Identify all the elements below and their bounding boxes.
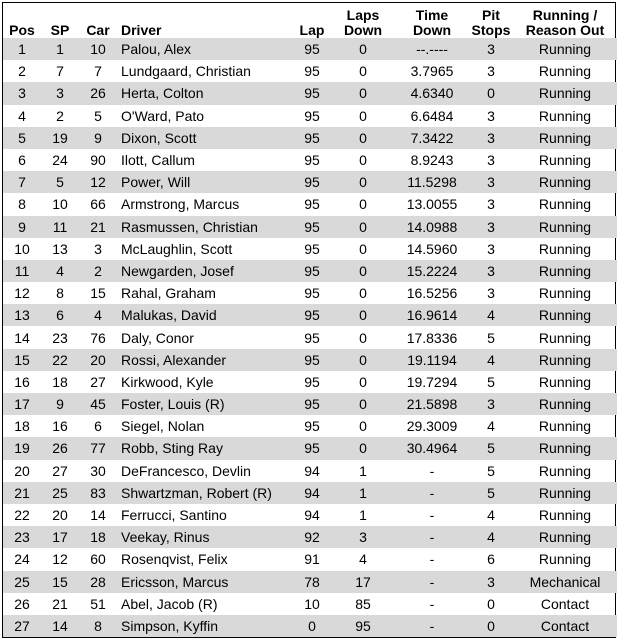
cell-driver: Simpson, Kyffin	[117, 615, 293, 637]
cell-time-down: -	[395, 615, 469, 637]
cell-sp: 4	[41, 260, 79, 282]
cell-time-down: 21.5898	[395, 393, 469, 415]
cell-sp: 10	[52, 196, 68, 213]
table-row	[3, 571, 617, 593]
cell-car: 10	[79, 38, 117, 60]
cell-sp: 3	[41, 82, 79, 104]
cell-pit-stops: 4	[469, 526, 513, 548]
cell-car: 76	[90, 329, 106, 346]
cell-sp: 25	[41, 482, 79, 504]
cell-pos: 10	[14, 240, 30, 257]
table-row	[3, 238, 617, 260]
cell-lap: 95	[293, 304, 331, 326]
cell-lap: 94	[304, 462, 320, 479]
cell-car: 7	[94, 63, 102, 80]
cell-pit-stops: 3	[469, 571, 513, 593]
cell-laps-down: 0	[331, 304, 395, 326]
cell-pos: 7	[3, 171, 41, 193]
cell-lap: 92	[293, 526, 331, 548]
cell-driver: Rosenqvist, Felix	[121, 551, 228, 568]
cell-car: 51	[90, 595, 106, 612]
cell-pos: 16	[14, 373, 30, 390]
cell-laps-down: 1	[331, 482, 395, 504]
cell-pit-stops: 4	[469, 349, 513, 371]
cell-laps-down: 0	[331, 393, 395, 415]
table-row	[3, 304, 617, 326]
table-row	[3, 149, 617, 171]
cell-pit-stops: 4	[469, 304, 513, 326]
cell-pit-stops: 5	[487, 329, 495, 346]
cell-car: 77	[79, 437, 117, 459]
cell-pit-stops: 0	[487, 595, 495, 612]
cell-car: 9	[79, 127, 117, 149]
cell-pos: 5	[3, 127, 41, 149]
cell-pos: 8	[18, 196, 26, 213]
table-row	[3, 371, 617, 393]
cell-sp: 23	[52, 329, 68, 346]
cell-sp: 13	[52, 240, 68, 257]
table-row	[3, 282, 617, 304]
cell-sp: 24	[52, 152, 68, 169]
cell-lap: 78	[293, 571, 331, 593]
cell-driver: McLaughlin, Scott	[121, 240, 233, 257]
cell-sp: 2	[56, 107, 64, 124]
cell-status: Running	[513, 526, 617, 548]
cell-time-down: -	[429, 462, 435, 479]
cell-laps-down: 0	[359, 152, 367, 169]
header-pit-stops: Pit Stops	[471, 7, 511, 38]
header-car: Car	[86, 22, 110, 38]
cell-sp: 1	[41, 38, 79, 60]
cell-driver: Kirkwood, Kyle	[121, 373, 214, 390]
cell-laps-down: 3	[331, 526, 395, 548]
cell-sp: 16	[52, 418, 68, 435]
cell-time-down: 13.0055	[406, 196, 458, 213]
table-row	[3, 171, 617, 193]
cell-pos: 3	[3, 82, 41, 104]
cell-car: 15	[90, 285, 106, 302]
cell-sp: 19	[41, 127, 79, 149]
cell-time-down: 17.8336	[406, 329, 458, 346]
cell-laps-down: 0	[359, 240, 367, 257]
cell-car: 5	[94, 107, 102, 124]
table-row	[3, 393, 617, 415]
cell-lap: 95	[304, 63, 320, 80]
cell-status: Contact	[513, 615, 617, 637]
cell-sp: 7	[56, 63, 64, 80]
cell-driver: O'Ward, Pato	[121, 107, 205, 124]
cell-laps-down: 0	[331, 437, 395, 459]
table-row	[3, 349, 617, 371]
cell-status: Mechanical	[513, 571, 617, 593]
cell-sp: 26	[41, 437, 79, 459]
header-lap: Lap	[299, 22, 325, 38]
cell-status: Running	[538, 462, 592, 479]
cell-status: Running	[538, 152, 592, 169]
cell-sp: 17	[41, 526, 79, 548]
cell-time-down: 16.5256	[406, 285, 458, 302]
cell-time-down: 15.2224	[395, 260, 469, 282]
cell-pit-stops: 6	[487, 551, 495, 568]
cell-pos: 24	[14, 551, 30, 568]
cell-car: 60	[90, 551, 106, 568]
cell-status: Running	[513, 171, 617, 193]
cell-pit-stops: 0	[469, 615, 513, 637]
cell-driver: Veekay, Rinus	[117, 526, 293, 548]
cell-pos: 23	[3, 526, 41, 548]
cell-time-down: 8.9243	[410, 152, 454, 169]
cell-driver: Lundgaard, Christian	[121, 63, 251, 80]
cell-pos: 6	[18, 152, 26, 169]
cell-laps-down: 0	[359, 418, 367, 435]
cell-pos: 25	[3, 571, 41, 593]
results-body	[3, 38, 617, 637]
cell-lap: 95	[293, 216, 331, 238]
cell-driver: Shwartzman, Robert (R)	[117, 482, 293, 504]
table-row	[3, 193, 617, 215]
cell-pos: 9	[3, 216, 41, 238]
cell-status: Running	[538, 373, 592, 390]
cell-driver: Power, Will	[117, 171, 293, 193]
cell-status: Running	[538, 418, 592, 435]
cell-sp: 12	[52, 551, 68, 568]
cell-pos: 2	[18, 63, 26, 80]
table-row	[3, 415, 617, 437]
cell-pit-stops: 3	[487, 107, 495, 124]
cell-laps-down: 0	[331, 260, 395, 282]
cell-car: 4	[79, 304, 117, 326]
cell-pos: 17	[3, 393, 41, 415]
cell-lap: 95	[304, 107, 320, 124]
cell-pos: 21	[3, 482, 41, 504]
cell-laps-down: 0	[359, 329, 367, 346]
cell-sp: 22	[41, 349, 79, 371]
cell-pit-stops: 3	[469, 260, 513, 282]
cell-pit-stops: 3	[487, 285, 495, 302]
header-laps-down: Laps Down	[343, 7, 383, 38]
cell-pos: 26	[14, 595, 30, 612]
table-row	[3, 216, 617, 238]
cell-lap: 95	[304, 418, 320, 435]
cell-car: 28	[79, 571, 117, 593]
cell-car: 20	[79, 349, 117, 371]
cell-sp: 15	[41, 571, 79, 593]
cell-lap: 95	[293, 437, 331, 459]
cell-status: Running	[538, 63, 592, 80]
cell-time-down: 7.3422	[395, 127, 469, 149]
cell-status: Running	[513, 127, 617, 149]
cell-status: Running	[538, 285, 592, 302]
cell-laps-down: 1	[359, 462, 367, 479]
header-sp: SP	[50, 22, 70, 38]
cell-sp: 21	[52, 595, 68, 612]
header-status: Running / Reason Out	[525, 7, 605, 38]
cell-driver: Rahal, Graham	[121, 285, 216, 302]
cell-time-down: 3.7965	[410, 63, 454, 80]
cell-sp: 14	[41, 615, 79, 637]
cell-status: Running	[538, 507, 592, 524]
cell-time-down: 14.5960	[406, 240, 458, 257]
cell-pit-stops: 3	[487, 63, 495, 80]
cell-pit-stops: 0	[469, 82, 513, 104]
table-row	[3, 482, 617, 504]
cell-pos: 18	[14, 418, 30, 435]
table-row	[3, 60, 617, 82]
cell-status: Running	[538, 107, 592, 124]
cell-driver: Rossi, Alexander	[117, 349, 293, 371]
cell-driver: Rasmussen, Christian	[117, 216, 293, 238]
cell-time-down: -	[395, 526, 469, 548]
cell-laps-down: 0	[359, 196, 367, 213]
cell-lap: 0	[293, 615, 331, 637]
cell-laps-down: 0	[359, 107, 367, 124]
cell-pos: 13	[3, 304, 41, 326]
cell-time-down: -	[395, 482, 469, 504]
cell-lap: 95	[293, 349, 331, 371]
cell-laps-down: 95	[331, 615, 395, 637]
cell-pos: 4	[18, 107, 26, 124]
cell-time-down: 11.5298	[395, 171, 469, 193]
table-row	[3, 82, 617, 104]
cell-car: 45	[79, 393, 117, 415]
table-row	[3, 504, 617, 526]
table-row	[3, 548, 617, 570]
cell-driver: Daly, Conor	[121, 329, 194, 346]
cell-status: Running	[538, 329, 592, 346]
cell-lap: 95	[293, 260, 331, 282]
cell-pit-stops: 5	[487, 373, 495, 390]
cell-status: Running	[513, 437, 617, 459]
cell-laps-down: 0	[331, 82, 395, 104]
cell-pos: 20	[14, 462, 30, 479]
cell-driver: Abel, Jacob (R)	[121, 595, 218, 612]
cell-lap: 91	[304, 551, 320, 568]
cell-lap: 10	[304, 595, 320, 612]
cell-car: 27	[90, 373, 106, 390]
cell-time-down: -	[429, 595, 435, 612]
table-row	[3, 326, 617, 348]
cell-time-down: 4.6340	[395, 82, 469, 104]
header-driver: Driver	[121, 22, 162, 38]
cell-driver: Armstrong, Marcus	[121, 196, 240, 213]
cell-status: Running	[538, 196, 592, 213]
cell-driver: Siegel, Nolan	[121, 418, 205, 435]
cell-status: Running	[513, 260, 617, 282]
table-row	[3, 437, 617, 459]
cell-pos: 22	[14, 507, 30, 524]
cell-driver: Newgarden, Josef	[117, 260, 293, 282]
cell-status: Running	[513, 304, 617, 326]
cell-pos: 19	[3, 437, 41, 459]
cell-car: 90	[90, 152, 106, 169]
cell-status: Running	[538, 240, 592, 257]
cell-pos: 27	[3, 615, 41, 637]
cell-car: 21	[79, 216, 117, 238]
cell-sp: 9	[41, 393, 79, 415]
cell-sp: 27	[52, 462, 68, 479]
table-row	[3, 105, 617, 127]
cell-car: 83	[79, 482, 117, 504]
cell-pit-stops: 3	[487, 196, 495, 213]
cell-status: Running	[513, 38, 617, 60]
cell-sp: 6	[41, 304, 79, 326]
cell-laps-down: 0	[359, 285, 367, 302]
cell-time-down: 16.9614	[395, 304, 469, 326]
cell-pit-stops: 3	[487, 152, 495, 169]
cell-driver: Dixon, Scott	[117, 127, 293, 149]
cell-pit-stops: 3	[469, 38, 513, 60]
cell-car: 26	[79, 82, 117, 104]
cell-laps-down: 4	[359, 551, 367, 568]
cell-pos: 11	[3, 260, 41, 282]
cell-sp: 11	[41, 216, 79, 238]
cell-sp: 5	[41, 171, 79, 193]
cell-laps-down: 1	[359, 507, 367, 524]
cell-driver: Robb, Sting Ray	[117, 437, 293, 459]
cell-status: Running	[513, 349, 617, 371]
cell-pit-stops: 3	[469, 393, 513, 415]
cell-lap: 95	[293, 393, 331, 415]
cell-time-down: 29.3009	[406, 418, 458, 435]
cell-pit-stops: 4	[487, 418, 495, 435]
cell-status: Running	[538, 551, 592, 568]
cell-time-down: --.----	[395, 38, 469, 60]
cell-sp: 18	[52, 373, 68, 390]
cell-status: Running	[513, 393, 617, 415]
cell-status: Running	[513, 482, 617, 504]
cell-lap: 95	[293, 38, 331, 60]
header-time-down: Time Down	[412, 7, 452, 38]
table-row	[3, 127, 617, 149]
cell-lap: 94	[293, 482, 331, 504]
cell-laps-down: 0	[359, 63, 367, 80]
cell-pit-stops: 5	[469, 482, 513, 504]
table-row	[3, 593, 617, 615]
cell-laps-down: 0	[331, 216, 395, 238]
cell-pit-stops: 3	[487, 240, 495, 257]
cell-pos: 14	[14, 329, 30, 346]
cell-car: 8	[79, 615, 117, 637]
cell-time-down: 6.6484	[410, 107, 454, 124]
cell-driver: Ericsson, Marcus	[117, 571, 293, 593]
cell-lap: 95	[304, 373, 320, 390]
cell-driver: Palou, Alex	[117, 38, 293, 60]
cell-time-down: 14.0988	[395, 216, 469, 238]
cell-sp: 8	[56, 285, 64, 302]
cell-time-down: -	[429, 551, 435, 568]
cell-laps-down: 17	[331, 571, 395, 593]
cell-driver: Herta, Colton	[117, 82, 293, 104]
cell-laps-down: 0	[331, 38, 395, 60]
cell-driver: Foster, Louis (R)	[117, 393, 293, 415]
cell-pos: 12	[14, 285, 30, 302]
cell-status: Running	[513, 82, 617, 104]
cell-lap: 95	[293, 127, 331, 149]
table-row	[3, 38, 617, 60]
cell-pos: 1	[3, 38, 41, 60]
cell-time-down: 30.4964	[395, 437, 469, 459]
cell-driver: Ilott, Callum	[121, 152, 195, 169]
cell-driver: Malukas, David	[117, 304, 293, 326]
cell-laps-down: 0	[331, 171, 395, 193]
cell-laps-down: 0	[331, 127, 395, 149]
cell-pos: 15	[3, 349, 41, 371]
cell-driver: DeFrancesco, Devlin	[121, 462, 251, 479]
cell-laps-down: 85	[355, 595, 371, 612]
cell-pit-stops: 5	[469, 437, 513, 459]
header-row	[3, 3, 617, 38]
cell-lap: 95	[304, 240, 320, 257]
cell-time-down: -	[429, 507, 435, 524]
cell-pit-stops: 3	[469, 171, 513, 193]
cell-pit-stops: 3	[469, 216, 513, 238]
results-table	[3, 3, 617, 637]
cell-time-down: -	[395, 571, 469, 593]
cell-status: Contact	[540, 595, 590, 612]
cell-status: Running	[513, 216, 617, 238]
cell-car: 18	[79, 526, 117, 548]
results-table-frame	[2, 2, 616, 638]
cell-car: 66	[90, 196, 106, 213]
cell-pit-stops: 4	[487, 507, 495, 524]
cell-car: 14	[90, 507, 106, 524]
cell-car: 2	[79, 260, 117, 282]
cell-lap: 95	[293, 82, 331, 104]
cell-driver: Ferrucci, Santino	[121, 507, 227, 524]
cell-car: 6	[94, 418, 102, 435]
cell-car: 3	[94, 240, 102, 257]
cell-laps-down: 0	[331, 349, 395, 371]
cell-lap: 95	[304, 152, 320, 169]
cell-lap: 95	[304, 196, 320, 213]
cell-laps-down: 0	[359, 373, 367, 390]
table-row	[3, 460, 617, 482]
header-pos: Pos	[9, 22, 35, 38]
cell-sp: 20	[52, 507, 68, 524]
table-row	[3, 260, 617, 282]
cell-lap: 94	[304, 507, 320, 524]
cell-lap: 95	[304, 329, 320, 346]
cell-lap: 95	[304, 285, 320, 302]
cell-pit-stops: 5	[487, 462, 495, 479]
cell-pit-stops: 3	[469, 127, 513, 149]
cell-car: 12	[79, 171, 117, 193]
cell-time-down: 19.7294	[406, 373, 458, 390]
table-row	[3, 615, 617, 637]
table-row	[3, 526, 617, 548]
cell-time-down: 19.1194	[395, 349, 469, 371]
cell-car: 30	[90, 462, 106, 479]
cell-lap: 95	[293, 171, 331, 193]
